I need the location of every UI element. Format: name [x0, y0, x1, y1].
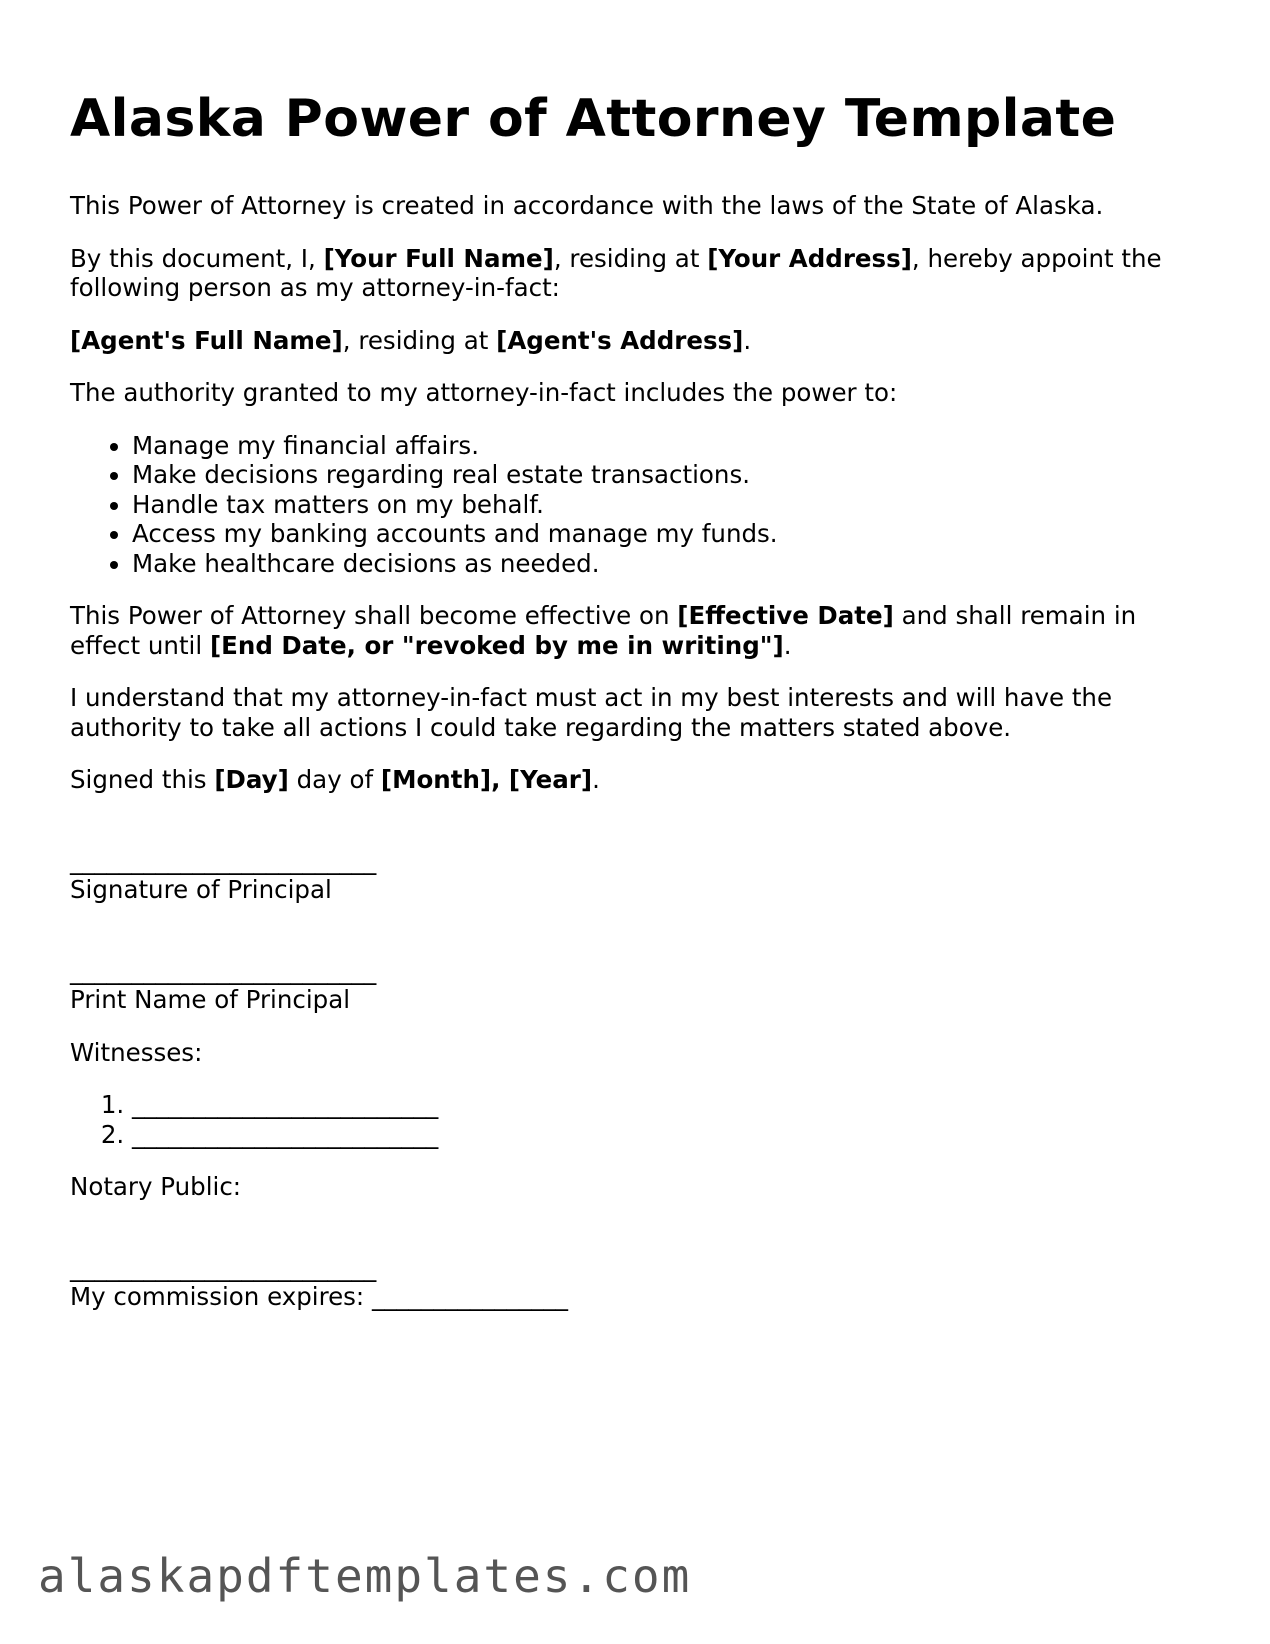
spacer: [70, 928, 1210, 956]
list-item: • Handle tax matters on my behalf.: [132, 490, 1210, 520]
effective-paragraph: [70, 601, 1210, 660]
appointment-paragraph: [70, 244, 1210, 303]
print-name-line: _________________________: [70, 955, 377, 985]
notary-signature-line: _________________________: [70, 1252, 377, 1282]
end-date-placeholder: [End Date, or "revoked by me in writing"]: [209, 630, 784, 660]
text-fragment: This Power of Attorney shall become effective on: [70, 601, 678, 630]
text-fragment: and shall remain in effect until: [70, 601, 1137, 660]
text-fragment: day of: [288, 765, 381, 794]
text-fragment: .: [743, 325, 752, 355]
witnesses-list: [70, 1090, 1210, 1149]
text-fragment: .: [783, 630, 792, 660]
document-page: [70, 85, 1210, 1335]
spacer: [70, 818, 1210, 846]
commission-label: My commission expires:: [70, 1282, 372, 1311]
witness-line: 1. _________________________: [132, 1090, 1210, 1120]
notary-block: [70, 1253, 1210, 1312]
list-item: • Make decisions regarding real estate transactions.: [132, 460, 1210, 490]
list-item: • Make healthcare decisions as needed.: [132, 549, 1210, 579]
witness-line: 2. _________________________: [132, 1120, 1210, 1150]
list-item: • Manage my financial affairs.: [132, 431, 1210, 461]
signature-line: _________________________: [70, 845, 377, 875]
spacer: [70, 1225, 1210, 1253]
intro-paragraph: This Power of Attorney is created in accordance with the laws of the State of Alaska.: [70, 191, 1104, 220]
commission-line: ________________: [371, 1282, 568, 1311]
notary-label: Notary Public:: [70, 1172, 242, 1201]
principal-address-placeholder: [Your Address]: [707, 243, 912, 273]
print-name-block: [70, 956, 1210, 1015]
text-fragment: , residing at: [553, 243, 708, 273]
powers-list: [70, 431, 1210, 579]
text-fragment: , residing at: [342, 325, 497, 355]
print-name-label: Print Name of Principal: [70, 985, 351, 1014]
list-item: • Access my banking accounts and manage my funds.: [132, 519, 1210, 549]
agent-paragraph: [70, 326, 1210, 356]
effective-date-placeholder: [Effective Date]: [677, 601, 894, 630]
commission-expires: [70, 1282, 1210, 1312]
signed-paragraph: [70, 765, 1210, 795]
signature-label: Signature of Principal: [70, 875, 332, 904]
understanding-paragraph: I understand that my attorney-in-fact must act in my best interests and will have the authority to take all actions I could take regarding the matters stated above.: [70, 683, 1113, 742]
agent-address-placeholder: [Agent's Address]: [496, 325, 744, 355]
authority-intro: The authority granted to my attorney-in-fact includes the power to:: [70, 378, 898, 407]
text-fragment: .: [592, 765, 600, 794]
text-fragment: , hereby appoint the following person as my attorney-in-fact:: [70, 243, 1162, 302]
month-year-placeholder: [Month], [Year]: [380, 765, 593, 794]
witnesses-label: Witnesses:: [70, 1037, 203, 1067]
signature-block: [70, 846, 1210, 905]
page-title: Alaska Power of Attorney Template: [70, 89, 1117, 149]
text-fragment: By this document, I,: [70, 243, 324, 273]
day-placeholder: [Day]: [214, 765, 289, 794]
text-fragment: Signed this: [70, 765, 215, 794]
watermark: alaskapdftemplates.com: [38, 1549, 692, 1603]
agent-name-placeholder: [Agent's Full Name]: [70, 325, 343, 355]
principal-name-placeholder: [Your Full Name]: [323, 243, 554, 273]
